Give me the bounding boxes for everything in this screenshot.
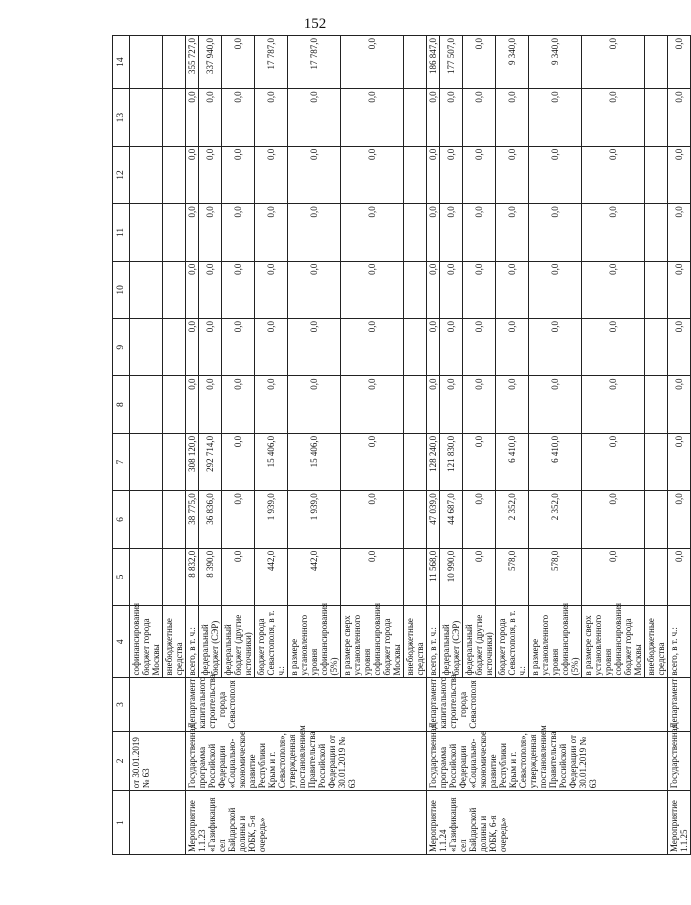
value-cell: 0,0 bbox=[186, 89, 199, 146]
value-cell: 0,0 bbox=[199, 89, 222, 146]
value-cell: 0,0 bbox=[463, 204, 496, 261]
table-row bbox=[186, 36, 199, 855]
value-cell: 0,0 bbox=[427, 204, 440, 261]
funding-table bbox=[112, 35, 691, 855]
value-cell: 0,0 bbox=[668, 548, 691, 605]
value-cell: 0,0 bbox=[582, 319, 645, 376]
value-cell bbox=[404, 89, 427, 146]
value-cell: 0,0 bbox=[222, 433, 255, 490]
source-label: внебюджетные средства bbox=[163, 606, 186, 678]
value-cell: 0,0 bbox=[341, 319, 404, 376]
value-cell: 38 775,0 bbox=[186, 491, 199, 548]
value-cell: 0,0 bbox=[199, 204, 222, 261]
measure-cell: Мероприятие 1.1.23 «Газификация сел Байдарской долины и ЮБК, 5-я очередь» bbox=[186, 791, 427, 855]
value-cell: 0,0 bbox=[529, 204, 582, 261]
value-cell: 1 939,0 bbox=[288, 491, 341, 548]
table-row bbox=[130, 36, 163, 855]
header-cell: 3 bbox=[113, 678, 130, 731]
source-label: внебюджетные средства bbox=[404, 606, 427, 678]
value-cell: 0,0 bbox=[529, 89, 582, 146]
value-cell: 17 787,0 bbox=[288, 36, 341, 89]
value-cell: 0,0 bbox=[288, 261, 341, 318]
value-cell: 0,0 bbox=[255, 89, 288, 146]
value-cell: 0,0 bbox=[463, 376, 496, 433]
value-cell: 0,0 bbox=[186, 319, 199, 376]
value-cell bbox=[163, 36, 186, 89]
value-cell: 0,0 bbox=[341, 433, 404, 490]
value-cell: 0,0 bbox=[222, 319, 255, 376]
value-cell: 0,0 bbox=[582, 204, 645, 261]
value-cell bbox=[130, 89, 163, 146]
value-cell: 0,0 bbox=[199, 261, 222, 318]
program-cell: Государственная программа Российской Федерации «Социально-экономическое развитие Республики Крым и г. Севастополя», утвержденная постановлением Правительства Российской Федерации от 30.01.2019 № 63 bbox=[186, 731, 427, 791]
header-cell: 5 bbox=[113, 548, 130, 605]
executor-cell: Департамент капитального строительства города Севастополя bbox=[427, 678, 668, 731]
value-cell: 0,0 bbox=[668, 89, 691, 146]
value-cell: 0,0 bbox=[199, 376, 222, 433]
value-cell: 0,0 bbox=[186, 261, 199, 318]
value-cell bbox=[645, 261, 668, 318]
header-cell: 6 bbox=[113, 491, 130, 548]
value-cell: 0,0 bbox=[529, 376, 582, 433]
value-cell: 1 939,0 bbox=[255, 491, 288, 548]
value-cell: 0,0 bbox=[255, 319, 288, 376]
value-cell bbox=[645, 319, 668, 376]
value-cell: 15 406,0 bbox=[288, 433, 341, 490]
source-label: в размере установленного уровня софинансирования (5%) bbox=[288, 606, 341, 678]
value-cell: 10 990,0 bbox=[440, 548, 463, 605]
value-cell: 0,0 bbox=[341, 491, 404, 548]
value-cell bbox=[645, 36, 668, 89]
value-cell: 0,0 bbox=[427, 146, 440, 203]
value-cell: 128 240,0 bbox=[427, 433, 440, 490]
value-cell bbox=[404, 376, 427, 433]
value-cell bbox=[404, 319, 427, 376]
value-cell: 292 714,0 bbox=[199, 433, 222, 490]
value-cell: 0,0 bbox=[341, 376, 404, 433]
value-cell: 0,0 bbox=[186, 146, 199, 203]
value-cell: 0,0 bbox=[496, 146, 529, 203]
value-cell: 0,0 bbox=[288, 319, 341, 376]
value-cell: 0,0 bbox=[222, 376, 255, 433]
value-cell: 0,0 bbox=[496, 89, 529, 146]
program-cell: Государственная bbox=[668, 731, 691, 791]
value-cell bbox=[404, 204, 427, 261]
value-cell: 177 507,0 bbox=[440, 36, 463, 89]
value-cell bbox=[404, 36, 427, 89]
source-label: внебюджетные средства bbox=[645, 606, 668, 678]
value-cell bbox=[163, 548, 186, 605]
value-cell: 442,0 bbox=[288, 548, 341, 605]
value-cell: 308 120,0 bbox=[186, 433, 199, 490]
value-cell: 0,0 bbox=[427, 261, 440, 318]
value-cell bbox=[645, 89, 668, 146]
value-cell: 0,0 bbox=[582, 89, 645, 146]
source-label: бюджет города Севастополя, в т. ч.: bbox=[255, 606, 288, 678]
header-cell: 10 bbox=[113, 261, 130, 318]
rotated-table-container bbox=[112, 35, 689, 855]
value-cell bbox=[645, 204, 668, 261]
value-cell: 0,0 bbox=[288, 376, 341, 433]
source-label: федеральный бюджет (другие источники) bbox=[222, 606, 255, 678]
value-cell: 0,0 bbox=[341, 548, 404, 605]
value-cell: 11 568,0 bbox=[427, 548, 440, 605]
value-cell: 0,0 bbox=[496, 319, 529, 376]
value-cell: 121 830,0 bbox=[440, 433, 463, 490]
header-row bbox=[113, 36, 130, 855]
value-cell: 47 039,0 bbox=[427, 491, 440, 548]
source-label: всего, в т. ч.: bbox=[427, 606, 440, 678]
source-label: бюджет города Севастополя, в т. ч.: bbox=[496, 606, 529, 678]
value-cell bbox=[645, 548, 668, 605]
value-cell bbox=[130, 36, 163, 89]
header-cell: 14 bbox=[113, 36, 130, 89]
value-cell: 337 940,0 bbox=[199, 36, 222, 89]
value-cell: 0,0 bbox=[668, 36, 691, 89]
executor-cell: Департамент капитального строительства города Севастополя bbox=[186, 678, 427, 731]
page-number: 152 bbox=[303, 16, 327, 32]
value-cell bbox=[404, 433, 427, 490]
value-cell bbox=[163, 261, 186, 318]
value-cell bbox=[163, 319, 186, 376]
value-cell bbox=[163, 89, 186, 146]
value-cell: 2 352,0 bbox=[529, 491, 582, 548]
header-cell: 8 bbox=[113, 376, 130, 433]
value-cell: 0,0 bbox=[341, 261, 404, 318]
value-cell bbox=[645, 491, 668, 548]
value-cell: 0,0 bbox=[463, 36, 496, 89]
source-label: софинансирования бюджет города Москвы bbox=[130, 606, 163, 678]
value-cell: 0,0 bbox=[529, 261, 582, 318]
value-cell: 44 687,0 bbox=[440, 491, 463, 548]
source-label: в размере сверх установленного уровня софинансирования бюджет города Москвы bbox=[341, 606, 404, 678]
value-cell: 0,0 bbox=[427, 319, 440, 376]
value-cell: 0,0 bbox=[440, 89, 463, 146]
header-cell: 1 bbox=[113, 791, 130, 855]
value-cell: 0,0 bbox=[582, 146, 645, 203]
source-label: всего, в т. ч.: bbox=[186, 606, 199, 678]
value-cell: 0,0 bbox=[668, 204, 691, 261]
value-cell: 0,0 bbox=[463, 548, 496, 605]
value-cell bbox=[645, 376, 668, 433]
value-cell: 0,0 bbox=[496, 261, 529, 318]
value-cell: 8 390,0 bbox=[199, 548, 222, 605]
header-cell: 12 bbox=[113, 146, 130, 203]
value-cell bbox=[404, 146, 427, 203]
value-cell bbox=[163, 433, 186, 490]
value-cell: 2 352,0 bbox=[496, 491, 529, 548]
program-cell: от 30.01.2019 № 63 bbox=[130, 731, 186, 791]
value-cell: 0,0 bbox=[440, 204, 463, 261]
value-cell: 0,0 bbox=[222, 261, 255, 318]
source-label: в размере сверх установленного уровня софинансирования бюджет города Москвы bbox=[582, 606, 645, 678]
value-cell: 0,0 bbox=[440, 376, 463, 433]
value-cell: 0,0 bbox=[288, 89, 341, 146]
value-cell: 0,0 bbox=[668, 261, 691, 318]
value-cell: 0,0 bbox=[582, 376, 645, 433]
executor-cell: Департамент bbox=[668, 678, 691, 731]
value-cell: 17 787,0 bbox=[255, 36, 288, 89]
source-label: в размере установленного уровня софинансирования (5%) bbox=[529, 606, 582, 678]
value-cell: 0,0 bbox=[440, 261, 463, 318]
value-cell: 9 340,0 bbox=[529, 36, 582, 89]
value-cell: 0,0 bbox=[463, 89, 496, 146]
value-cell: 0,0 bbox=[199, 146, 222, 203]
value-cell bbox=[645, 146, 668, 203]
value-cell bbox=[404, 261, 427, 318]
value-cell: 0,0 bbox=[341, 36, 404, 89]
value-cell: 0,0 bbox=[668, 376, 691, 433]
value-cell: 0,0 bbox=[463, 319, 496, 376]
value-cell bbox=[163, 491, 186, 548]
program-cell: Государственная программа Российской Федерации «Социально-экономическое развитие Республики Крым и г. Севастополя», утвержденная постановлением Правительства Российской Федерации от 30.01.2019 № 63 bbox=[427, 731, 668, 791]
measure-cell: Мероприятие 1.1.24 «Газификация сел Байдарской долины и ЮБК, 6-я очередь» bbox=[427, 791, 668, 855]
value-cell: 0,0 bbox=[288, 146, 341, 203]
value-cell bbox=[130, 433, 163, 490]
value-cell bbox=[404, 548, 427, 605]
value-cell: 0,0 bbox=[341, 89, 404, 146]
value-cell: 0,0 bbox=[186, 376, 199, 433]
source-label: федеральный бюджет (СЭР) bbox=[440, 606, 463, 678]
value-cell: 0,0 bbox=[529, 146, 582, 203]
measure-cell bbox=[130, 791, 186, 855]
header-cell: 2 bbox=[113, 731, 130, 791]
measure-cell: Мероприятие 1.1.25 bbox=[668, 791, 691, 855]
value-cell bbox=[163, 146, 186, 203]
value-cell: 0,0 bbox=[199, 319, 222, 376]
value-cell: 0,0 bbox=[440, 319, 463, 376]
value-cell: 0,0 bbox=[668, 491, 691, 548]
value-cell: 0,0 bbox=[222, 491, 255, 548]
header-cell: 13 bbox=[113, 89, 130, 146]
value-cell bbox=[130, 376, 163, 433]
value-cell: 0,0 bbox=[255, 261, 288, 318]
value-cell bbox=[130, 491, 163, 548]
value-cell: 0,0 bbox=[341, 204, 404, 261]
value-cell: 0,0 bbox=[186, 204, 199, 261]
value-cell: 15 406,0 bbox=[255, 433, 288, 490]
value-cell: 8 832,0 bbox=[186, 548, 199, 605]
value-cell bbox=[404, 491, 427, 548]
value-cell: 0,0 bbox=[582, 261, 645, 318]
value-cell: 0,0 bbox=[255, 146, 288, 203]
value-cell bbox=[163, 376, 186, 433]
value-cell bbox=[645, 433, 668, 490]
value-cell: 0,0 bbox=[288, 204, 341, 261]
value-cell bbox=[130, 261, 163, 318]
source-label: федеральный бюджет (другие источники) bbox=[463, 606, 496, 678]
value-cell: 186 847,0 bbox=[427, 36, 440, 89]
table-row bbox=[668, 36, 691, 855]
value-cell: 0,0 bbox=[255, 204, 288, 261]
value-cell: 0,0 bbox=[222, 36, 255, 89]
value-cell: 0,0 bbox=[463, 433, 496, 490]
value-cell: 0,0 bbox=[222, 89, 255, 146]
value-cell: 6 410,0 bbox=[529, 433, 582, 490]
value-cell: 0,0 bbox=[222, 548, 255, 605]
header-cell: 7 bbox=[113, 433, 130, 490]
header-cell: 9 bbox=[113, 319, 130, 376]
value-cell: 0,0 bbox=[582, 548, 645, 605]
value-cell: 0,0 bbox=[427, 376, 440, 433]
value-cell: 0,0 bbox=[668, 319, 691, 376]
value-cell: 578,0 bbox=[529, 548, 582, 605]
header-cell: 4 bbox=[113, 606, 130, 678]
value-cell: 0,0 bbox=[463, 491, 496, 548]
value-cell: 0,0 bbox=[668, 433, 691, 490]
value-cell: 6 410,0 bbox=[496, 433, 529, 490]
value-cell: 0,0 bbox=[582, 491, 645, 548]
value-cell: 0,0 bbox=[440, 146, 463, 203]
value-cell: 0,0 bbox=[427, 89, 440, 146]
value-cell: 0,0 bbox=[463, 261, 496, 318]
value-cell: 0,0 bbox=[222, 204, 255, 261]
value-cell: 0,0 bbox=[582, 36, 645, 89]
value-cell: 442,0 bbox=[255, 548, 288, 605]
value-cell: 0,0 bbox=[496, 204, 529, 261]
value-cell bbox=[130, 548, 163, 605]
header-cell: 11 bbox=[113, 204, 130, 261]
value-cell: 0,0 bbox=[463, 146, 496, 203]
value-cell: 0,0 bbox=[222, 146, 255, 203]
value-cell bbox=[130, 146, 163, 203]
value-cell: 0,0 bbox=[255, 376, 288, 433]
value-cell: 0,0 bbox=[529, 319, 582, 376]
source-label: федеральный бюджет (СЭР) bbox=[199, 606, 222, 678]
value-cell bbox=[130, 319, 163, 376]
executor-cell bbox=[130, 678, 186, 731]
value-cell bbox=[130, 204, 163, 261]
value-cell: 0,0 bbox=[341, 146, 404, 203]
value-cell: 9 340,0 bbox=[496, 36, 529, 89]
value-cell: 355 727,0 bbox=[186, 36, 199, 89]
value-cell: 0,0 bbox=[668, 146, 691, 203]
value-cell: 0,0 bbox=[496, 376, 529, 433]
source-label: всего, в т. ч.: bbox=[668, 606, 691, 678]
table-row bbox=[427, 36, 440, 855]
value-cell bbox=[163, 204, 186, 261]
value-cell: 36 836,0 bbox=[199, 491, 222, 548]
value-cell: 0,0 bbox=[582, 433, 645, 490]
value-cell: 578,0 bbox=[496, 548, 529, 605]
